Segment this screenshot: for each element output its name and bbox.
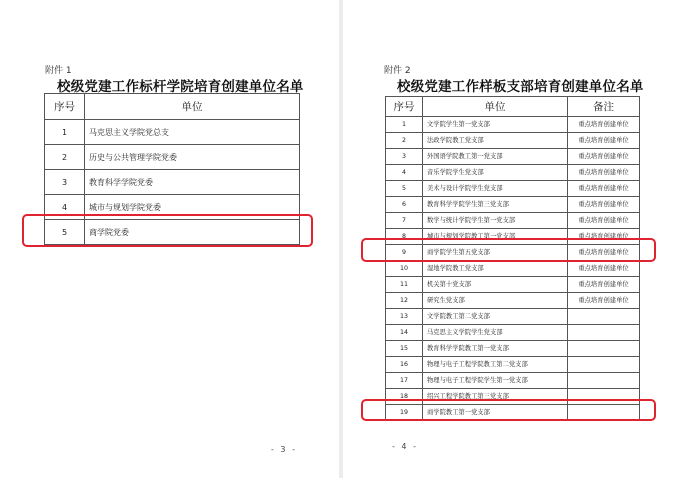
remark: 重点培育创建单位: [568, 197, 640, 213]
unit-name: 商学院教工第一党支部: [423, 405, 568, 421]
unit-name: 物理与电子工程学院学生第一党支部: [423, 373, 568, 389]
table-row: [386, 197, 640, 213]
row-number: 4: [386, 165, 423, 181]
unit-name: 数学与统计学院学生第一党支部: [423, 213, 568, 229]
row-number: 5: [386, 181, 423, 197]
unit-table: [385, 96, 640, 421]
annex-label: 附件 1: [45, 66, 72, 76]
table-row: [386, 373, 640, 389]
row-number: 18: [386, 389, 423, 405]
table-row: [386, 165, 640, 181]
table-header-row: [386, 97, 640, 117]
remark: [568, 325, 640, 341]
unit-name: 教育科学学院学生第三党支部: [423, 197, 568, 213]
row-number: 13: [386, 309, 423, 325]
right-document-page: [343, 0, 679, 478]
unit-name: 机关第十党支部: [423, 277, 568, 293]
unit-name: 外国语学院教工第一党支部: [423, 149, 568, 165]
remark: 重点培育创建单位: [568, 133, 640, 149]
row-number: 5: [45, 220, 85, 245]
unit-name: 教育科学学院党委: [85, 170, 300, 195]
unit-name: 历史与公共管理学院党委: [85, 145, 300, 170]
row-number: 10: [386, 261, 423, 277]
table-row: [386, 133, 640, 149]
unit-name: 城市与规划学院教工第一党支部: [423, 229, 568, 245]
table-row: [386, 325, 640, 341]
table-row: [386, 405, 640, 421]
remark: 重点培育创建单位: [568, 149, 640, 165]
unit-name: 商学院党委: [85, 220, 300, 245]
remark: [568, 389, 640, 405]
unit-name: 湿地学院教工党支部: [423, 261, 568, 277]
table-row: [386, 149, 640, 165]
unit-name: 物理与电子工程学院教工第二党支部: [423, 357, 568, 373]
row-number: 3: [45, 170, 85, 195]
row-number: 1: [45, 120, 85, 145]
table-row: [386, 357, 640, 373]
row-number: 4: [45, 195, 85, 220]
unit-name: 法政学院教工党支部: [423, 133, 568, 149]
unit-name: 文学院学生第一党支部: [423, 117, 568, 133]
row-number: 2: [386, 133, 423, 149]
unit-name: 美术与设计学院学生党支部: [423, 181, 568, 197]
row-number: 7: [386, 213, 423, 229]
unit-name: 绍兴工程学院教工第三党支部: [423, 389, 568, 405]
table-row: [386, 277, 640, 293]
row-number: 16: [386, 357, 423, 373]
table-row: [386, 181, 640, 197]
remark: [568, 405, 640, 421]
table-row: [386, 341, 640, 357]
table-row: [45, 170, 300, 195]
row-number: 3: [386, 149, 423, 165]
table-row: [45, 195, 300, 220]
table-row: [386, 309, 640, 325]
row-number: 8: [386, 229, 423, 245]
unit-table: [44, 93, 300, 245]
row-number: 11: [386, 277, 423, 293]
table-header-row: [45, 94, 300, 120]
page-number: - 4 -: [392, 442, 418, 451]
page-title: 校级党建工作标杆学院培育创建单位名单: [57, 79, 304, 95]
table-row: [386, 261, 640, 277]
remark: [568, 357, 640, 373]
row-number: 14: [386, 325, 423, 341]
row-number: 2: [45, 145, 85, 170]
table-row: [386, 229, 640, 245]
column-header-number: 序号: [386, 97, 423, 117]
remark: 重点培育创建单位: [568, 261, 640, 277]
table-row: [45, 220, 300, 245]
page-number: - 3 -: [271, 445, 297, 454]
unit-name: 马克思主义学院学生党支部: [423, 325, 568, 341]
unit-name: 马克思主义学院党总支: [85, 120, 300, 145]
remark: [568, 309, 640, 325]
remark: 重点培育创建单位: [568, 277, 640, 293]
table-row: [386, 245, 640, 261]
unit-name: 音乐学院学生党支部: [423, 165, 568, 181]
column-header-note: 备注: [568, 97, 640, 117]
row-number: 19: [386, 405, 423, 421]
left-document-page: [0, 0, 339, 478]
column-header-number: 序号: [45, 94, 85, 120]
unit-name: 教育科学学院教工第一党支部: [423, 341, 568, 357]
row-number: 6: [386, 197, 423, 213]
row-number: 17: [386, 373, 423, 389]
row-number: 9: [386, 245, 423, 261]
remark: 重点培育创建单位: [568, 229, 640, 245]
remark: 重点培育创建单位: [568, 213, 640, 229]
annex-label: 附件 2: [384, 66, 411, 76]
row-number: 15: [386, 341, 423, 357]
table-row: [386, 117, 640, 133]
column-header-unit: 单位: [85, 94, 300, 120]
table-row: [45, 120, 300, 145]
remark: 重点培育创建单位: [568, 165, 640, 181]
table-row: [386, 293, 640, 309]
unit-name: 城市与规划学院党委: [85, 195, 300, 220]
row-number: 1: [386, 117, 423, 133]
column-header-unit: 单位: [423, 97, 568, 117]
remark: 重点培育创建单位: [568, 181, 640, 197]
remark: 重点培育创建单位: [568, 293, 640, 309]
remark: [568, 373, 640, 389]
remark: 重点培育创建单位: [568, 117, 640, 133]
remark: 重点培育创建单位: [568, 245, 640, 261]
unit-name: 文学院教工第二党支部: [423, 309, 568, 325]
row-number: 12: [386, 293, 423, 309]
remark: [568, 341, 640, 357]
table-row: [386, 389, 640, 405]
page-title: 校级党建工作样板支部培育创建单位名单: [397, 79, 644, 95]
unit-name: 商学院学生第五党支部: [423, 245, 568, 261]
unit-name: 研究生党支部: [423, 293, 568, 309]
table-row: [45, 145, 300, 170]
table-row: [386, 213, 640, 229]
